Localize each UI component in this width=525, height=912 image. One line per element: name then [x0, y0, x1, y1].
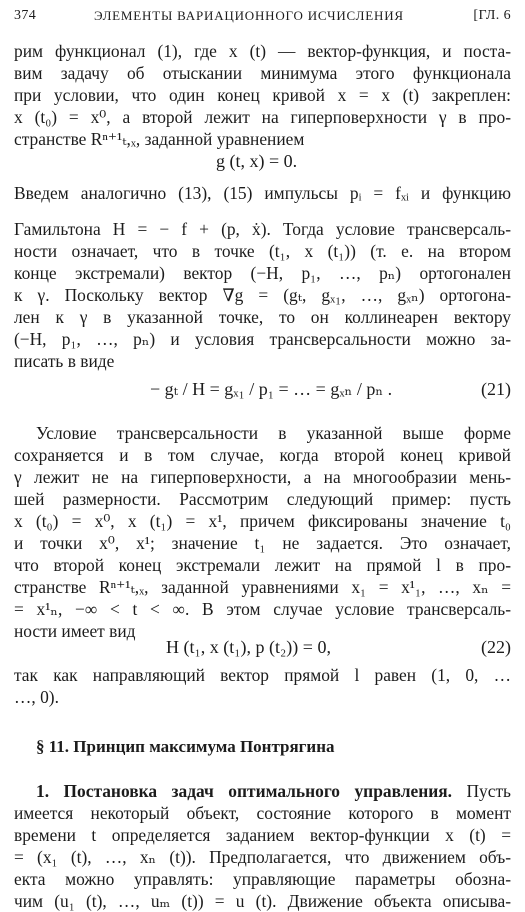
- text-span: Пусть: [452, 781, 511, 801]
- text-line: конце экстремали) вектор (−H, p₁, …, pₙ) ортогонален: [14, 263, 511, 283]
- text-line: = x¹ₙ, −∞ < t < ∞. В этом случае условие трансверсаль-: [14, 599, 511, 619]
- page-header: [14, 6, 511, 28]
- text-line: x (t₀) = x⁰, x (t₁) = x¹, причем фиксированы значение t₀: [14, 511, 511, 531]
- equation-g: g (t, x) = 0.: [216, 151, 298, 171]
- text-line: что второй конец экстремали лежит на прямой l в про-: [14, 555, 511, 575]
- text-line: имеется некоторый объект, состояние которого в момент: [14, 803, 511, 823]
- text-line: лен к γ в указанной точке, то он коллинеарен вектору: [14, 307, 511, 327]
- text-line: Условие трансверсальности в указанной выше форме: [36, 423, 511, 443]
- text-line: екта можно управлять: управляющие параметры обозна-: [14, 869, 511, 889]
- equation-22: H (t₁, x (t₁), p (t₂)) = 0,: [166, 637, 331, 657]
- equation-number-22: (22): [481, 637, 511, 657]
- text-line: и точки x⁰, x¹; значение t₁ не задается. Это означает,: [14, 533, 511, 553]
- text-line: времени t определяется заданием вектор-функции x (t) =: [14, 825, 511, 845]
- text-line: странстве Rⁿ⁺¹ₜ,ₓ, заданной уравнением: [14, 129, 305, 149]
- text-line: ности имеет вид: [14, 621, 136, 641]
- page-number: 374: [14, 8, 37, 23]
- running-title: ЭЛЕМЕНТЫ ВАРИАЦИОННОГО ИСЧИСЛЕНИЯ: [94, 8, 404, 23]
- text-line: сохраняется и в том случае, когда второй конец кривой: [14, 445, 511, 465]
- text-line: к γ. Поскольку вектор ∇g = (gₜ, gₓ₁, …, gₓₙ) ортогона-: [14, 285, 511, 305]
- text-line: x (t₀) = x⁰, а второй лежит на гиперповерхности γ в про-: [14, 107, 512, 127]
- text-line: писать в виде: [14, 351, 115, 371]
- text-line: Гамильтона H = − f + (p, ẋ). Тогда условие трансверсаль-: [14, 219, 511, 239]
- text-line: γ лежит не на гиперповерхности, а на многообразии мень-: [14, 467, 511, 487]
- text-line: …, 0).: [14, 687, 59, 707]
- equation-number-21: (21): [481, 379, 511, 399]
- text-line: (−H, p₁, …, pₙ) и условия трансверсальности можно за-: [14, 329, 511, 349]
- text-line: Введем аналогично (13), (15) импульсы pᵢ = fₓᵢ и функцию: [14, 183, 511, 203]
- text-line: при условии, что один конец кривой x = x (t) закреплен:: [14, 85, 511, 105]
- chapter-marker: [ГЛ. 6: [473, 8, 511, 23]
- equation-21: − gₜ / H = gₓ₁ / p₁ = … = gₓₙ / pₙ .: [150, 379, 393, 399]
- section-heading: § 11. Принцип максимума Понтрягина: [36, 737, 335, 756]
- text-line: ности означает, что в точке (t₁, x (t₁)) (т. е. на втором: [14, 241, 511, 261]
- subsection-lead: 1. Постановка задач оптимального управления.: [36, 781, 452, 801]
- text-line: чим (u₁ (t), …, uₘ (t)) = u (t). Движение объекта описыва-: [14, 891, 511, 911]
- text-line: вим задачу об отыскании минимума этого функционала: [14, 63, 511, 83]
- text-line: = (x₁ (t), …, xₙ (t)). Предполагается, что движением объ-: [14, 847, 511, 867]
- text-line: шей размерности. Рассмотрим следующий пример: пусть: [14, 489, 511, 509]
- text-line: странстве Rⁿ⁺¹ₜ,ₓ, заданной уравнениями x₁ = x¹₁, …, xₙ =: [14, 577, 511, 597]
- text-line: так как направляющий вектор прямой l равен (1, 0, …: [14, 665, 511, 685]
- text-line: рим функционал (1), где x (t) — вектор-функция, и поста-: [14, 41, 511, 61]
- text-line: [36, 780, 511, 802]
